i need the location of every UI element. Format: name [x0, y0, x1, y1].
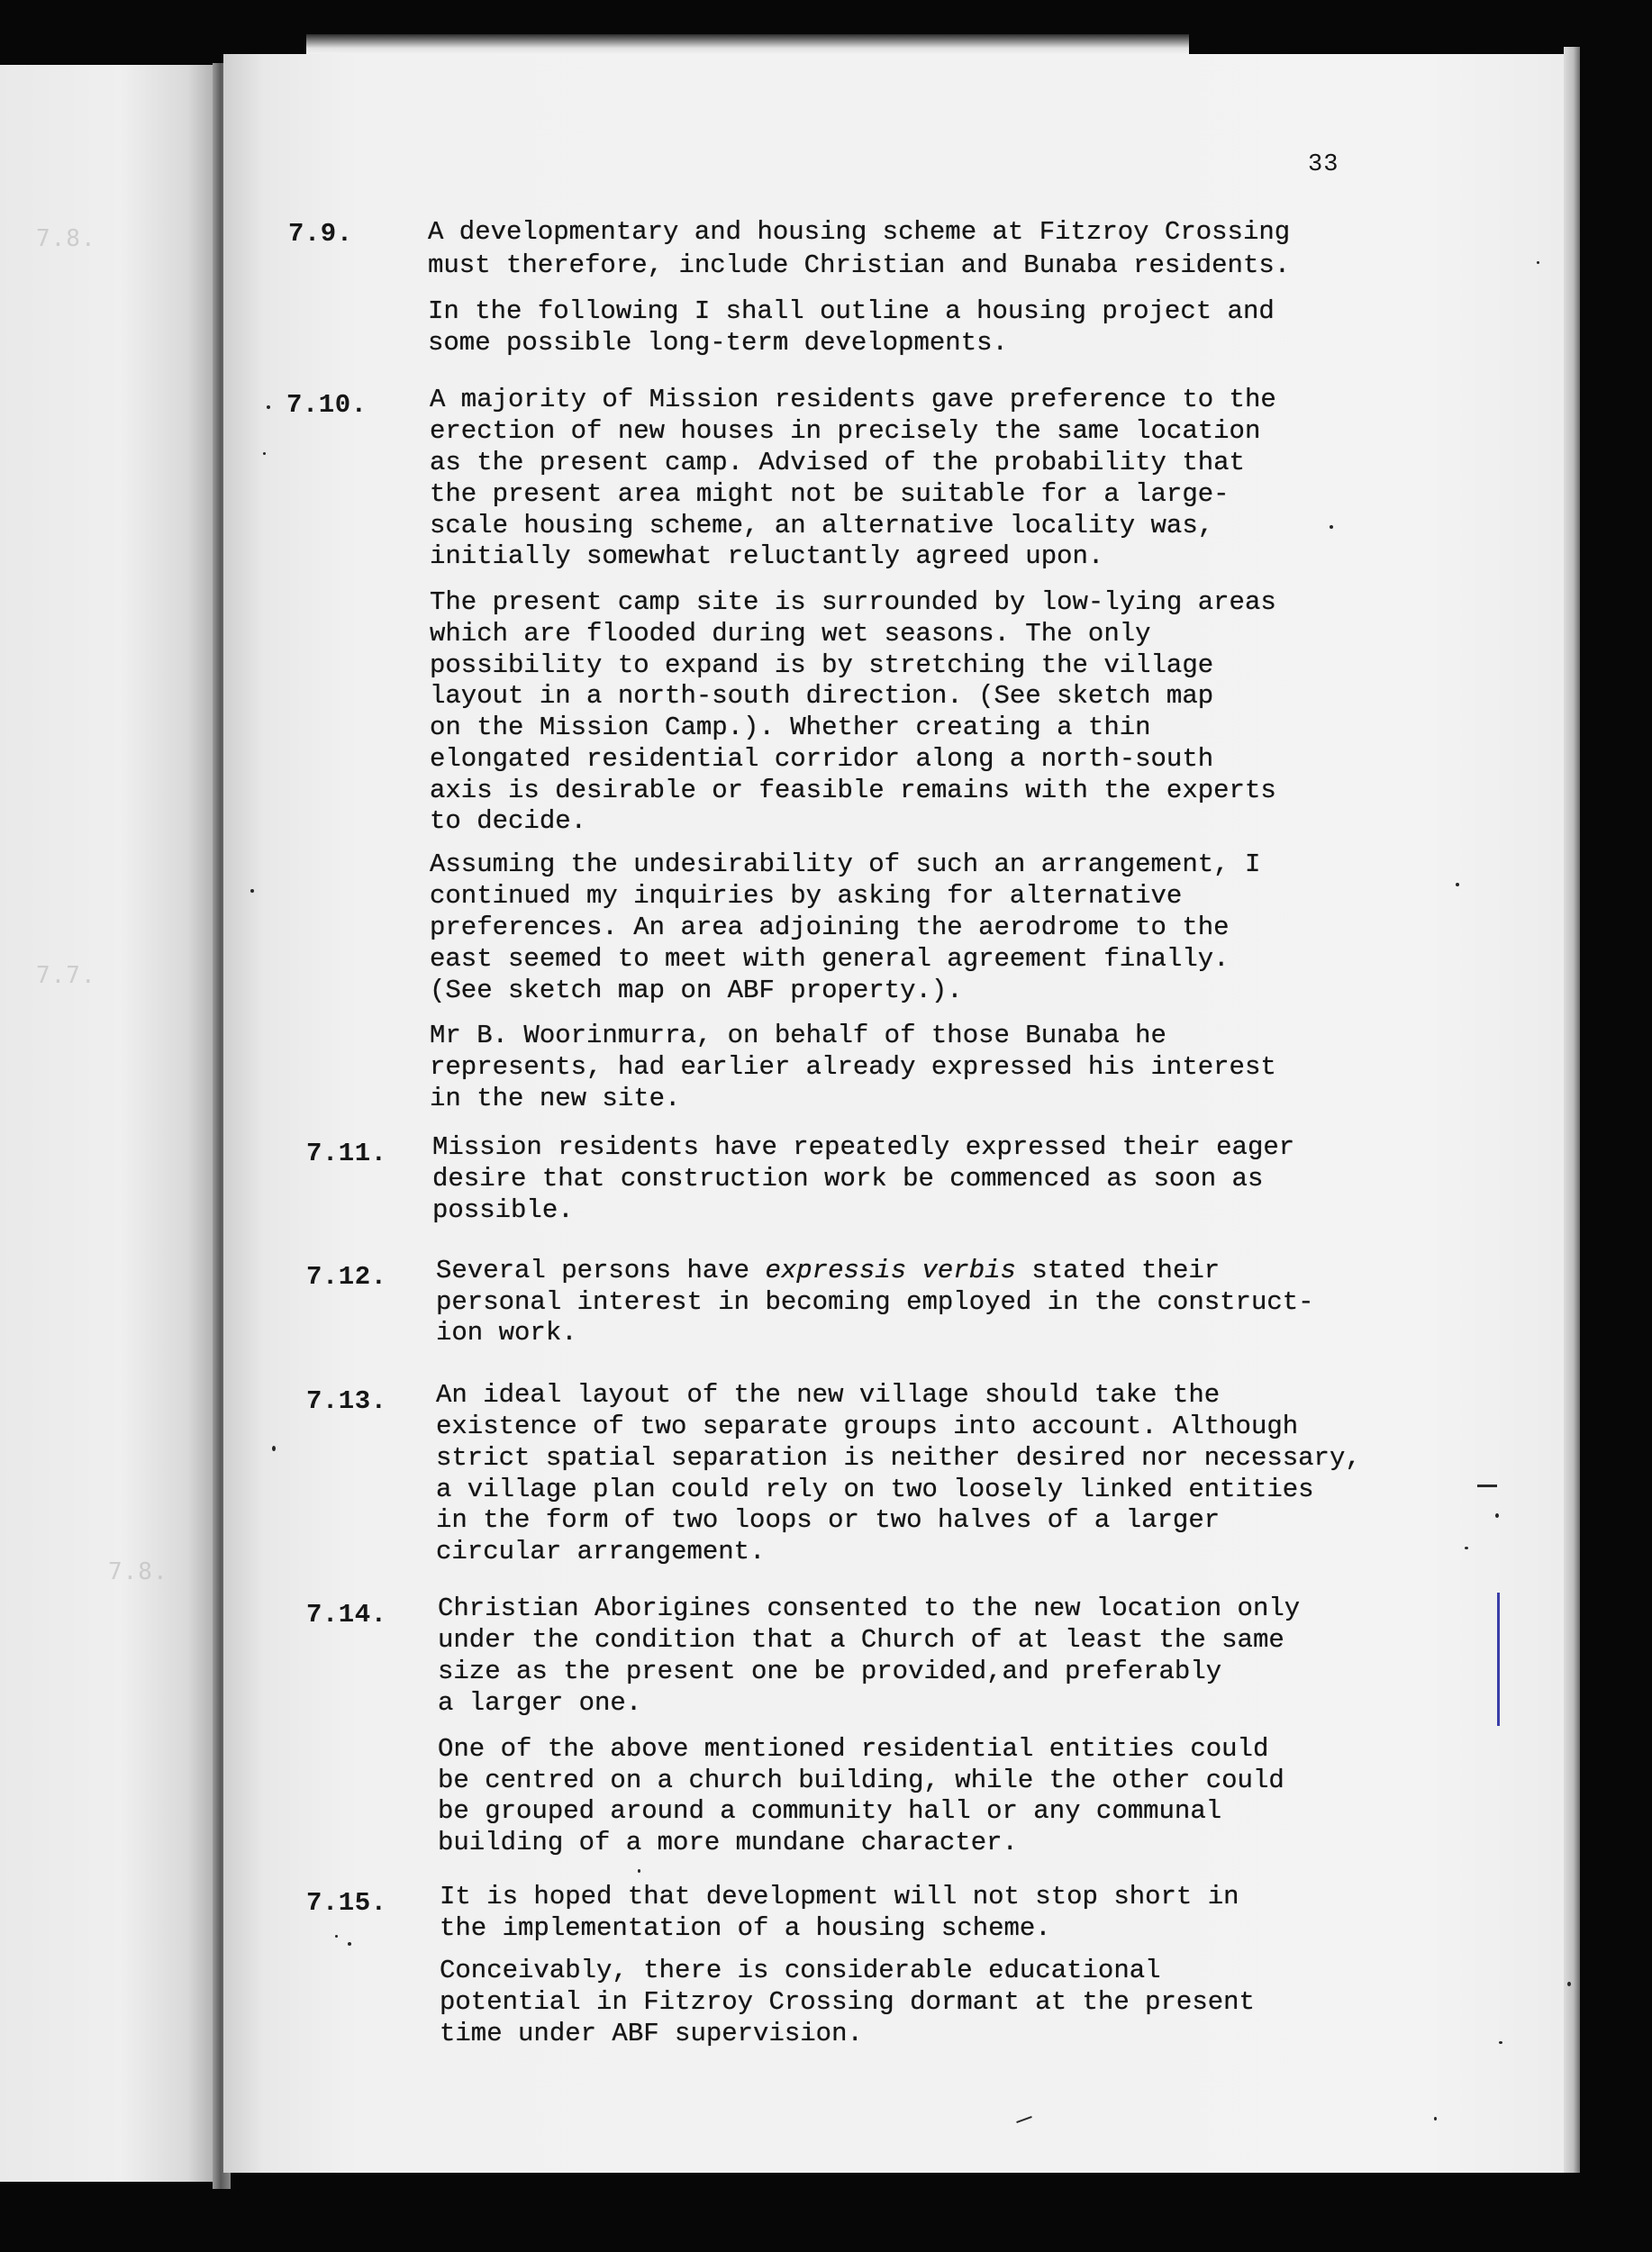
- speck: [263, 452, 266, 455]
- text-line: Conceivably, there is considerable educational: [440, 1956, 1161, 1985]
- text-line: which are flooded during wet seasons. The only: [430, 619, 1151, 649]
- speck: [250, 889, 254, 893]
- italic-phrase: expressis verbis: [765, 1256, 1016, 1285]
- text-line: An ideal layout of the new village should take the: [436, 1380, 1221, 1410]
- section-number: 7.10.: [286, 390, 368, 420]
- page-edge: [1564, 47, 1580, 2173]
- text-line: Mission residents have repeatedly expressed their eager: [432, 1132, 1295, 1162]
- text-line: be grouped around a community hall or any communal: [438, 1796, 1222, 1826]
- speck: [638, 1869, 640, 1873]
- text-line: possible.: [432, 1195, 574, 1225]
- text-line: ion work.: [436, 1318, 577, 1348]
- text-line: Christian Aborigines consented to the new location only: [438, 1594, 1301, 1623]
- section-number: 7.11.: [306, 1139, 387, 1168]
- text-line: must therefore, include Christian and Bunaba residents.: [428, 250, 1291, 280]
- text-line: axis is desirable or feasible remains with the experts: [430, 776, 1276, 805]
- text-line: in the form of two loops or two halves of a larger: [436, 1505, 1221, 1535]
- text-line: be centred on a church building, while the other could: [438, 1766, 1284, 1795]
- speck: [348, 1942, 351, 1946]
- section-number: 7.12.: [306, 1262, 387, 1292]
- text-line: a larger one.: [438, 1688, 642, 1718]
- speck: [1330, 525, 1333, 529]
- text-line: the implementation of a housing scheme.: [440, 1913, 1051, 1943]
- section-number: 7.14.: [306, 1600, 387, 1630]
- page-number: 33: [1308, 151, 1339, 178]
- text-line: Several persons have expressis verbis stated their: [436, 1256, 1221, 1285]
- speck: [1567, 1982, 1571, 1986]
- text-line: initially somewhat reluctantly agreed upon.: [430, 541, 1104, 571]
- text-line: Assuming the undesirability of such an arrangement, I: [430, 849, 1261, 879]
- top-strip: [306, 34, 1189, 54]
- speck: [1495, 1513, 1499, 1518]
- section-number: 7.15.: [306, 1888, 387, 1918]
- speck: [1537, 261, 1539, 264]
- speck: [267, 405, 270, 409]
- text-line: under the condition that a Church of at least the same: [438, 1625, 1284, 1655]
- ghost-number: 7.7.: [36, 962, 96, 989]
- ghost-number: 7.8.: [108, 1558, 168, 1585]
- speck: [1465, 1547, 1468, 1549]
- text-line: some possible long-term developments.: [428, 328, 1008, 358]
- text-line: layout in a north-south direction. (See sketch map: [430, 681, 1214, 711]
- text-line: One of the above mentioned residential entities could: [438, 1734, 1269, 1764]
- speck: [1499, 2041, 1502, 2044]
- speck: [1434, 2117, 1437, 2120]
- text-line: building of a more mundane character.: [438, 1828, 1018, 1857]
- text-line: The present camp site is surrounded by low-lying areas: [430, 587, 1276, 617]
- text-line: existence of two separate groups into account. Although: [436, 1412, 1299, 1441]
- text-line: size as the present one be provided,and preferably: [438, 1657, 1222, 1686]
- speck: [335, 1935, 338, 1938]
- text-line: represents, had earlier already expressed his interest: [430, 1052, 1276, 1082]
- text-line: strict spatial separation is neither desired nor necessary,: [436, 1443, 1361, 1473]
- text-line: Mr B. Woorinmurra, on behalf of those Bunaba he: [430, 1021, 1166, 1050]
- pen-mark: [1477, 1485, 1497, 1487]
- text-line: a village plan could rely on two loosely linked entities: [436, 1475, 1314, 1504]
- text-line: potential in Fitzroy Crossing dormant at the present: [440, 1987, 1255, 2017]
- text-line: personal interest in becoming employed in the construct-: [436, 1287, 1314, 1317]
- text-line: as the present camp. Advised of the probability that: [430, 448, 1245, 477]
- left-page: [0, 65, 221, 2182]
- text-line: scale housing scheme, an alternative locality was,: [430, 511, 1214, 540]
- section-number: 7.9.: [288, 219, 353, 249]
- text-line: to decide.: [430, 806, 587, 836]
- text-line: time under ABF supervision.: [440, 2019, 863, 2048]
- text-line: A majority of Mission residents gave preference to the: [430, 385, 1276, 414]
- text-line: possibility to expand is by stretching the village: [430, 650, 1214, 680]
- text-line: circular arrangement.: [436, 1537, 766, 1566]
- ghost-number: 7.8.: [36, 225, 96, 252]
- pen-mark: [1497, 1593, 1500, 1726]
- text-line: preferences. An area adjoining the aerodrome to the: [430, 913, 1230, 942]
- section-number: 7.13.: [306, 1386, 387, 1416]
- text-line: the present area might not be suitable for a large-: [430, 479, 1230, 509]
- text-line: on the Mission Camp.). Whether creating a thin: [430, 713, 1151, 742]
- text-line: In the following I shall outline a housing project and: [428, 296, 1275, 326]
- speck: [272, 1446, 276, 1451]
- text-line: (See sketch map on ABF property.).: [430, 976, 963, 1005]
- text-line: erection of new houses in precisely the same location: [430, 416, 1261, 446]
- text-line: elongated residential corridor along a north-south: [430, 744, 1214, 774]
- text-line: continued my inquiries by asking for alternative: [430, 881, 1183, 911]
- text-line: east seemed to meet with general agreement finally.: [430, 944, 1230, 974]
- text-line: desire that construction work be commenced as soon as: [432, 1164, 1264, 1194]
- text-line: in the new site.: [430, 1084, 681, 1113]
- speck: [1456, 883, 1459, 886]
- text-line: A developmentary and housing scheme at Fitzroy Crossing: [428, 217, 1291, 247]
- text-line: It is hoped that development will not stop short in: [440, 1882, 1239, 1911]
